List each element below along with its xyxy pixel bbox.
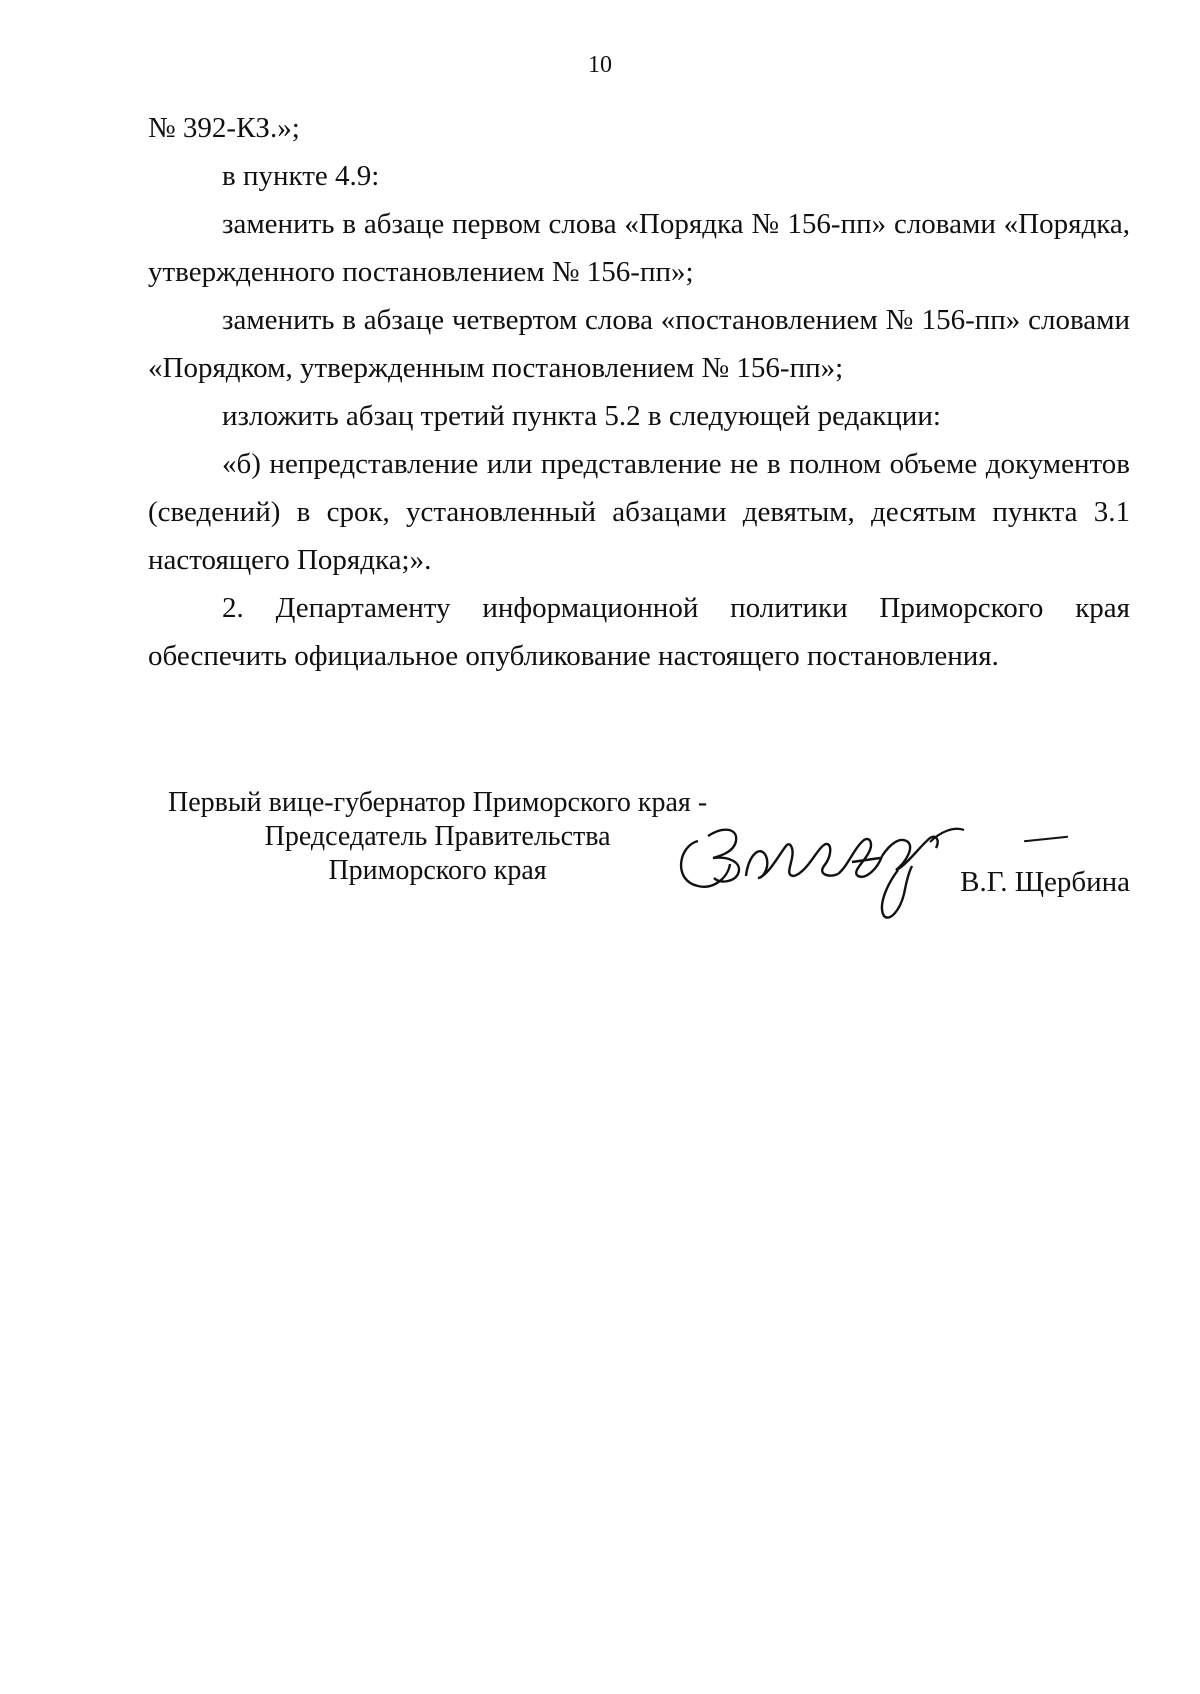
page-number: 10 (588, 52, 612, 78)
signatory-name: В.Г. Щербина (960, 866, 1130, 898)
paragraph-2: в пункте 4.9: (222, 160, 380, 192)
paragraph-4: заменить в абзаце четвертом слова «постановлением № 156-пп» словами «Порядком, утвержденным постановлением № 156-пп»; (148, 304, 1130, 384)
signatory-title-line-2: Председатель Правительства (264, 821, 611, 852)
signature-block (148, 786, 1130, 926)
paragraph-5: изложить абзац третий пункта 5.2 в следующей редакции: (222, 400, 941, 432)
paragraph-3: заменить в абзаце первом слова «Порядка № 156-пп» словами «Порядка, утвержденного постановлением № 156-пп»; (148, 208, 1130, 288)
paragraph-1: № 392-КЗ.»; (148, 112, 300, 144)
handwritten-signature (668, 786, 998, 926)
signature-dash (1024, 836, 1068, 843)
signatory-title (168, 786, 707, 888)
paragraph-7: 2. Департаменту информационной политики Приморского края обеспечить официальное опубликование настоящего постановления. (148, 592, 1130, 672)
document-body (148, 104, 1130, 680)
paragraph-6: «б) непредставление или представление не в полном объеме документов (сведений) в срок, установленный абзацами девятым, десятым пункта 3.1 настоящего Порядка;». (148, 448, 1130, 576)
signatory-title-line-1: Первый вице-губернатор Приморского края - (168, 787, 708, 818)
signatory-title-line-3: Приморского края (328, 855, 547, 886)
